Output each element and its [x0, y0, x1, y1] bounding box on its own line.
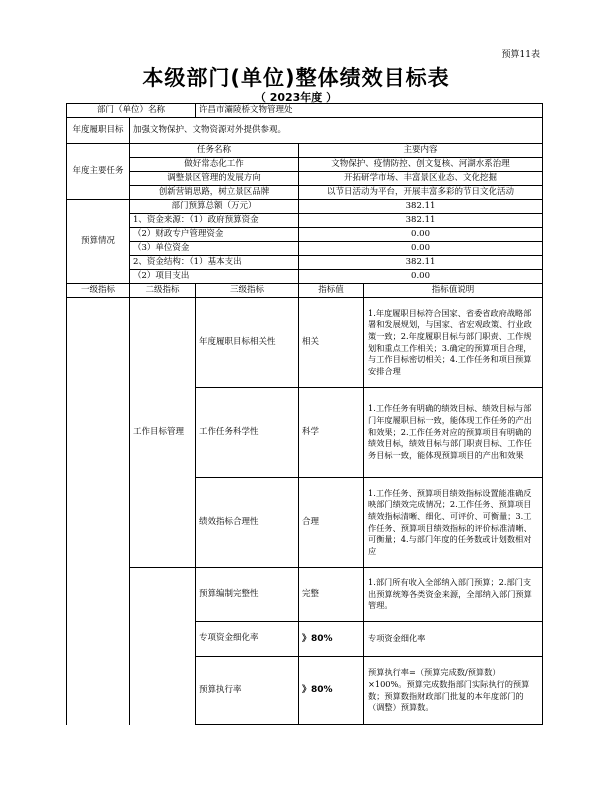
level2-header: 二级指标 — [130, 284, 196, 298]
indicator-desc: 1.部门所有收入全部纳入部门预算；2.部门支出预算统筹各类资金来源，全部纳入部门预算管理。 — [364, 568, 543, 622]
budget-row — [67, 214, 543, 228]
main-tasks-label: 年度主要任务 — [67, 144, 130, 200]
dept-row — [67, 104, 543, 118]
budget-item: （2）财政专户管理资金 — [130, 228, 299, 242]
dept-label: 部门（单位）名称 — [67, 104, 196, 118]
indicator-desc: 1.工作任务有明确的绩效目标、绩效目标与部门年度履职目标一致，能体现工作任务的产出和效果；2.工作任务对应的预算项目有明确的绩效目标，绩效目标与部门职责目标、工作任务目标一致，能体现预算项目的产出和效果 — [364, 388, 543, 478]
desc-header: 指标值说明 — [364, 284, 543, 298]
level3-cell: 预算执行率 — [196, 657, 299, 725]
annual-goal-label: 年度履职目标 — [67, 118, 130, 144]
level3-header: 三级指标 — [196, 284, 299, 298]
task-name: 做好常态化工作 — [130, 158, 299, 172]
annual-goal-value: 加强文物保护、文物资源对外提供参观。 — [130, 118, 543, 144]
annual-goal-row — [67, 118, 543, 144]
level3-cell: 绩效指标合理性 — [196, 478, 299, 568]
budget-row — [67, 270, 543, 284]
budget-item: 1、资金来源：（1）政府预算资金 — [130, 214, 299, 228]
budget-item: 部门预算总额（万元） — [130, 200, 299, 214]
task-content: 以节日活动为平台，开展丰富多彩的节日文化活动 — [299, 186, 543, 200]
task-name-header: 任务名称 — [130, 144, 299, 158]
budget-row — [67, 200, 543, 214]
indicator-desc: 1.工作任务、预算项目绩效指标设置能准确反映部门绩效完成情况；2.工作任务、预算项目绩效指标清晰、细化、可评价、可衡量；3.工作任务、预算项目绩效指标的评价标准清晰、可衡量；4.与部门年度的任务数或计划数相对应 — [364, 478, 543, 568]
budget-value: 0.00 — [299, 242, 543, 256]
level3-cell: 预算编制完整性 — [196, 568, 299, 622]
level3-cell: 年度履职目标相关性 — [196, 298, 299, 388]
level2-work-goal: 工作目标管理 — [130, 298, 196, 568]
indicator-desc: 1.年度履职目标符合国家、省委省政府战略部署和发展规划，与国家、省宏观政策、行业政策一致；2.年度履职目标与部门职责、工作规划和重点工作相关；3.确定的预算项目合理，与工作目标密切相关；4.工作任务和项目预算安排合理 — [364, 298, 543, 388]
task-row — [67, 172, 543, 186]
budget-label: 预算情况 — [67, 200, 130, 284]
task-name: 创新营销思路，树立景区品牌 — [130, 186, 299, 200]
indicator-value: 》80% — [299, 657, 364, 725]
fiscal-year: （ 2023年度 ） — [254, 91, 338, 104]
indicator-row — [67, 568, 543, 622]
indicator-value: 合理 — [299, 478, 364, 568]
indicator-value: 完整 — [299, 568, 364, 622]
task-content-header: 主要内容 — [299, 144, 543, 158]
budget-value: 382.11 — [299, 256, 543, 270]
budget-value: 382.11 — [299, 214, 543, 228]
indicator-value: 》80% — [299, 622, 364, 657]
dept-value: 许昌市灞陵桥文物管理处 — [196, 104, 543, 118]
budget-row — [67, 228, 543, 242]
indicator-row — [67, 298, 543, 388]
budget-row — [67, 242, 543, 256]
performance-goal-table — [66, 103, 543, 725]
budget-value: 382.11 — [299, 200, 543, 214]
indicator-value: 科学 — [299, 388, 364, 478]
indicator-desc: 专项资金细化率 — [364, 622, 543, 657]
budget-value: 0.00 — [299, 228, 543, 242]
main-tasks-header-row — [67, 144, 543, 158]
task-row — [67, 158, 543, 172]
budget-item: 2、资金结构：（1）基本支出 — [130, 256, 299, 270]
budget-row — [67, 256, 543, 270]
indicator-desc: 预算执行率=（预算完成数/预算数）×100%。预算完成数指部门实际执行的预算数；预算数指财政部门批复的本年度部门的（调整）预算数。 — [364, 657, 543, 725]
form-number: 预算11表 — [501, 50, 540, 60]
budget-value: 0.00 — [299, 270, 543, 284]
indicator-value: 相关 — [299, 298, 364, 388]
level1-cell — [67, 298, 130, 725]
task-name: 调整景区管理的发展方向 — [130, 172, 299, 186]
page-title: 本级部门(单位)整体绩效目标表 — [142, 66, 450, 90]
indicator-header-row — [67, 284, 543, 298]
budget-item: （3）单位资金 — [130, 242, 299, 256]
level3-cell: 专项资金细化率 — [196, 622, 299, 657]
level1-header: 一级指标 — [67, 284, 130, 298]
budget-item: （2）项目支出 — [130, 270, 299, 284]
level2-cell — [130, 568, 196, 725]
task-content: 开拓研学市场、丰富景区业态、文化挖掘 — [299, 172, 543, 186]
value-header: 指标值 — [299, 284, 364, 298]
task-content: 文物保护、疫情防控、创文复核、河湖水系治理 — [299, 158, 543, 172]
task-row — [67, 186, 543, 200]
level3-cell: 工作任务科学性 — [196, 388, 299, 478]
